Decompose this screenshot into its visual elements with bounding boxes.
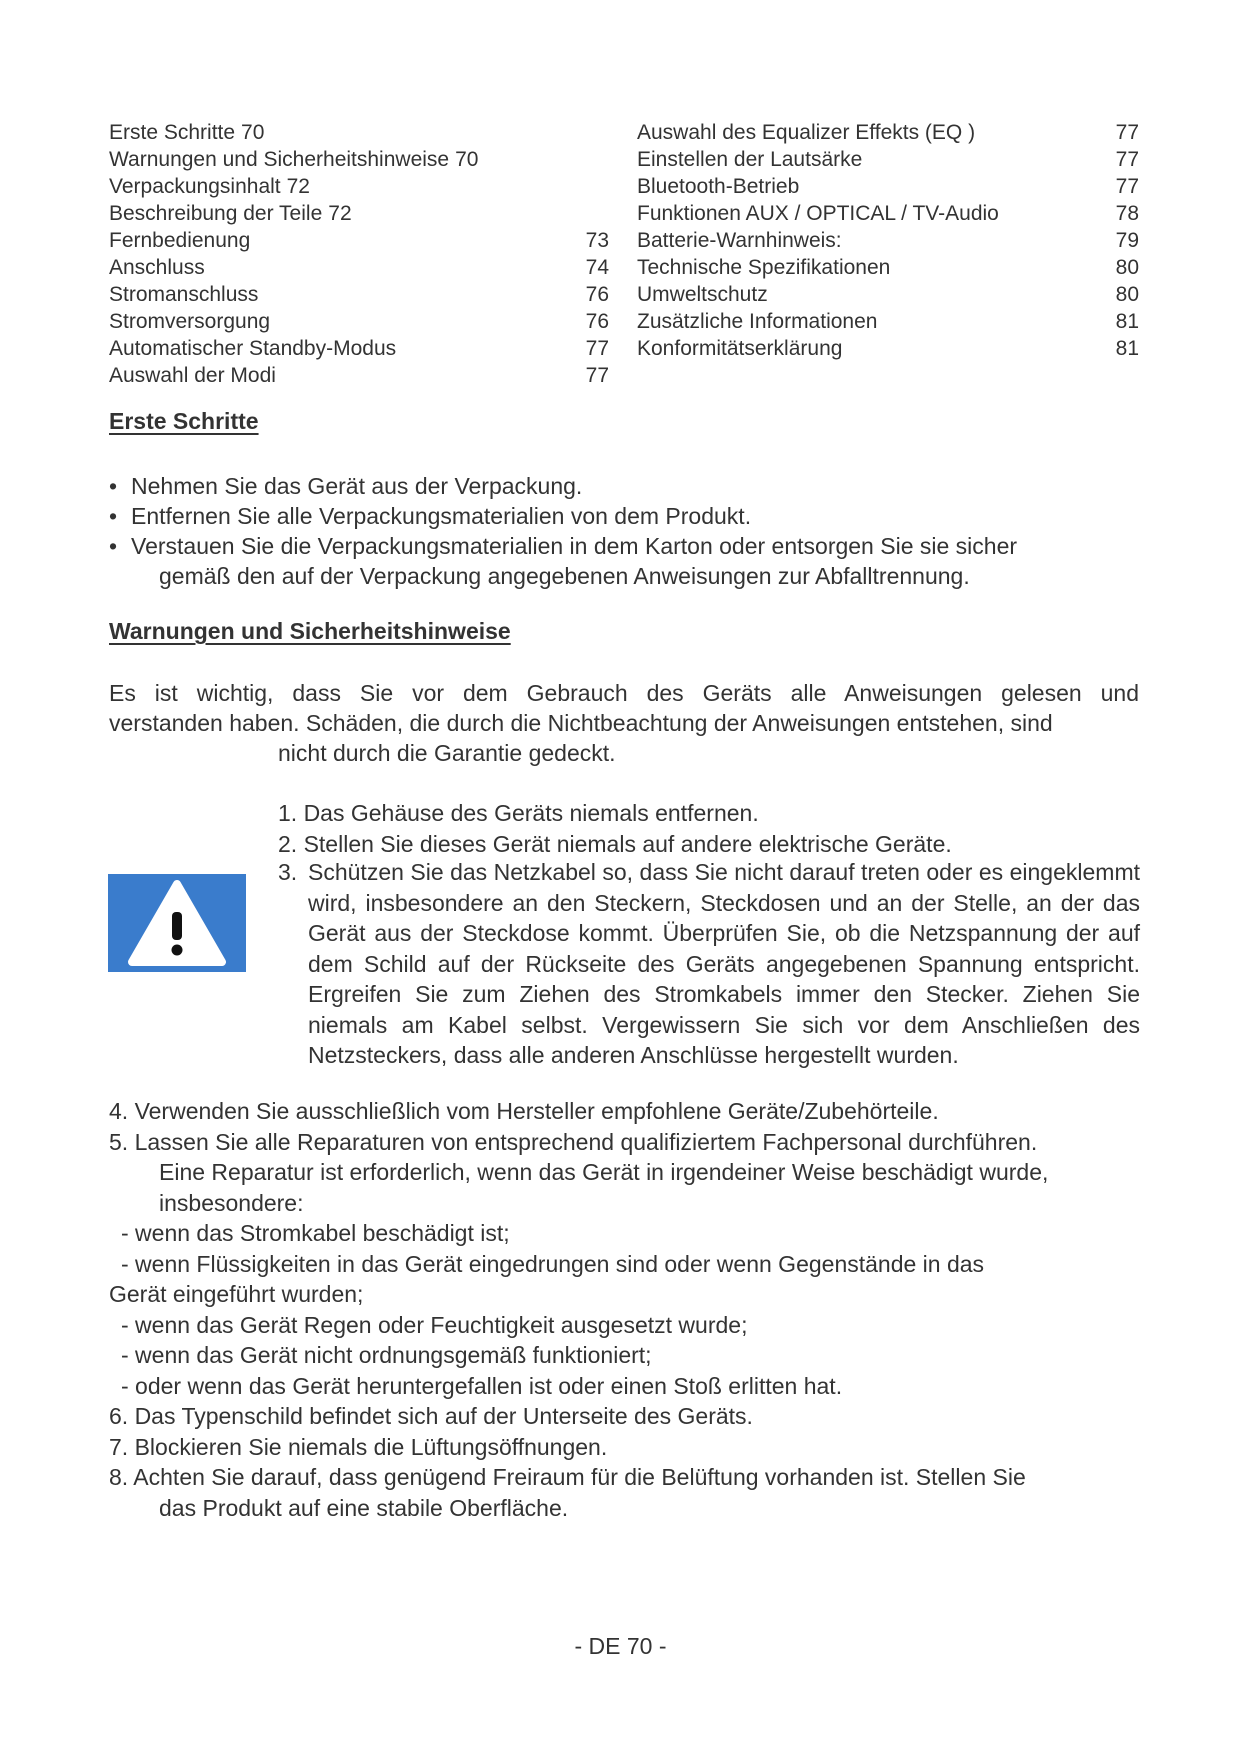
dash-item: - wenn das Gerät Regen oder Feuchtigkeit ausgesetzt wurde;	[121, 1311, 748, 1338]
list-item: • Verstauen Sie die Verpackungsmaterialien in dem Karton oder entsorgen Sie sie sicher gemäß den auf der Verpackung angegebenen Anweisungen zur Abfalltrennung.	[109, 533, 1018, 589]
list-item: • Entfernen Sie alle Verpackungsmaterialien von dem Produkt.	[109, 503, 752, 529]
toc-entry: Anschluss 74	[109, 256, 609, 279]
list-item: • Nehmen Sie das Gerät aus der Verpackung.	[109, 473, 583, 499]
toc-left-column	[109, 119, 609, 389]
intro-paragraph: Es ist wichtig, dass Sie vor dem Gebrauch des Geräts alle Anweisungen gelesen und verstanden haben. Schäden, die durch die Nichtbeachtung der Anweisungen entstehen, sind nicht durch die Garantie gedeckt.	[109, 680, 1139, 766]
toc-entry: Konformitätserklärung 81	[637, 337, 1139, 360]
toc-entry: Zusätzliche Informationen 81	[637, 310, 1139, 333]
toc-entry: Bluetooth-Betrieb 77	[637, 175, 1139, 198]
toc-entry: Einstellen der Lautsärke 77	[637, 148, 1139, 171]
toc-entry: Auswahl der Modi 77	[109, 364, 609, 387]
section-heading-warnungen: Warnungen und Sicherheitshinweise	[109, 618, 511, 644]
toc-entry: Erste Schritte 70	[109, 121, 265, 144]
toc-entry: Stromanschluss 76	[109, 283, 609, 306]
bullet-list	[109, 471, 1139, 591]
dash-item: - oder wenn das Gerät heruntergefallen ist oder einen Stoß erlitten hat.	[121, 1372, 843, 1399]
numbered-list-top	[278, 798, 1140, 859]
page-number: - DE 70 -	[574, 1633, 667, 1659]
dash-item: - wenn Flüssigkeiten in das Gerät eingedrungen sind oder wenn Gegenstände in das	[121, 1250, 985, 1277]
list-item: 7. Blockieren Sie niemals die Lüftungsöffnungen.	[109, 1433, 608, 1460]
list-item: 4. Verwenden Sie ausschließlich vom Hersteller empfohlene Geräte/Zubehörteile.	[109, 1098, 939, 1124]
list-item: 1. Das Gehäuse des Geräts niemals entfernen.	[278, 800, 759, 826]
warning-triangle-icon	[108, 874, 246, 972]
toc-entry: Auswahl des Equalizer Effekts (EQ ) 77	[637, 121, 1139, 144]
toc-entry: Fernbedienung 73	[109, 229, 609, 252]
numbered-list-bottom: 4. Verwenden Sie ausschließlich vom Hersteller empfohlene Geräte/Zubehörteile. 5. Lassen Sie alle Reparaturen von entsprechend qualifiziertem Fachpersonal durchführen. Eine Reparatur ist erforderlich, wenn das Gerät in irgendeiner Weise beschädigt wurde, insbesondere: - wenn das Stromkabel beschädigt ist; - wenn Flüssigkeiten in das Gerät eingedrungen sind oder wenn Gegenstände in das Gerät eingeführt wurden; - wenn das Gerät Regen oder Feuchtigkeit ausgesetzt wurde; - wenn das Gerät nicht ordnungsgemäß funktioniert; - oder wenn das Gerät heruntergefallen ist oder einen Stoß erlitten hat. 6. Das Typenschild befindet sich auf der Unterseite des Geräts. 7. Blockieren Sie niemals die Lüftungsöffnungen. 8. Achten Sie darauf, dass genügend Freiraum für die Belüftung vorhanden ist. Stellen Sie das Produkt auf eine stabile Oberfläche.	[109, 1096, 1139, 1523]
toc-right-column	[637, 119, 1139, 362]
dash-item: - wenn das Gerät nicht ordnungsgemäß funktioniert;	[121, 1342, 652, 1368]
toc-entry: Automatischer Standby-Modus 77	[109, 337, 609, 360]
toc-entry: Funktionen AUX / OPTICAL / TV-Audio 78	[637, 202, 1139, 225]
toc-entry: Umweltschutz 80	[637, 283, 1139, 306]
list-item: 6. Das Typenschild befindet sich auf der Unterseite des Geräts.	[109, 1403, 753, 1429]
toc-entry: Stromversorgung 76	[109, 310, 609, 333]
section-heading-erste-schritte: Erste Schritte	[109, 408, 259, 434]
dash-item: - wenn das Stromkabel beschädigt ist;	[121, 1220, 510, 1246]
toc-entry: Batterie-Warnhinweis: 79	[637, 229, 1139, 252]
toc-entry: Technische Spezifikationen 80	[637, 256, 1139, 279]
list-item: 8. Achten Sie darauf, dass genügend Freiraum für die Belüftung vorhanden ist. Stellen Sie	[109, 1464, 1026, 1490]
toc-entry: Warnungen und Sicherheitshinweise 70	[109, 148, 479, 171]
list-item: 5. Lassen Sie alle Reparaturen von entsprechend qualifiziertem Fachpersonal durchführen.	[109, 1128, 1038, 1155]
toc-entry: Beschreibung der Teile 72	[109, 202, 352, 225]
list-item-3: 3. Schützen Sie das Netzkabel so, dass Sie nicht darauf treten oder es eingeklemmt wird, insbesondere an den Steckern, Steckdosen und an der Stelle, an der das Gerät aus der Steckdose kommt. Überprüfen Sie, ob die Netzspannung der auf dem Schild auf der Rückseite des Geräts angegebenen Spannung entspricht. Ergreifen Sie zum Ziehen des Stromkabels immer den Stecker. Ziehen Sie niemals am Kabel selbst. Vergewissern Sie sich vor dem Anschließen des Netzsteckers, dass alle anderen Anschlüsse hergestellt wurden.	[278, 859, 1140, 1068]
toc-entry: Verpackungsinhalt 72	[109, 175, 310, 198]
list-item: 2. Stellen Sie dieses Gerät niemals auf andere elektrische Geräte.	[278, 830, 952, 857]
